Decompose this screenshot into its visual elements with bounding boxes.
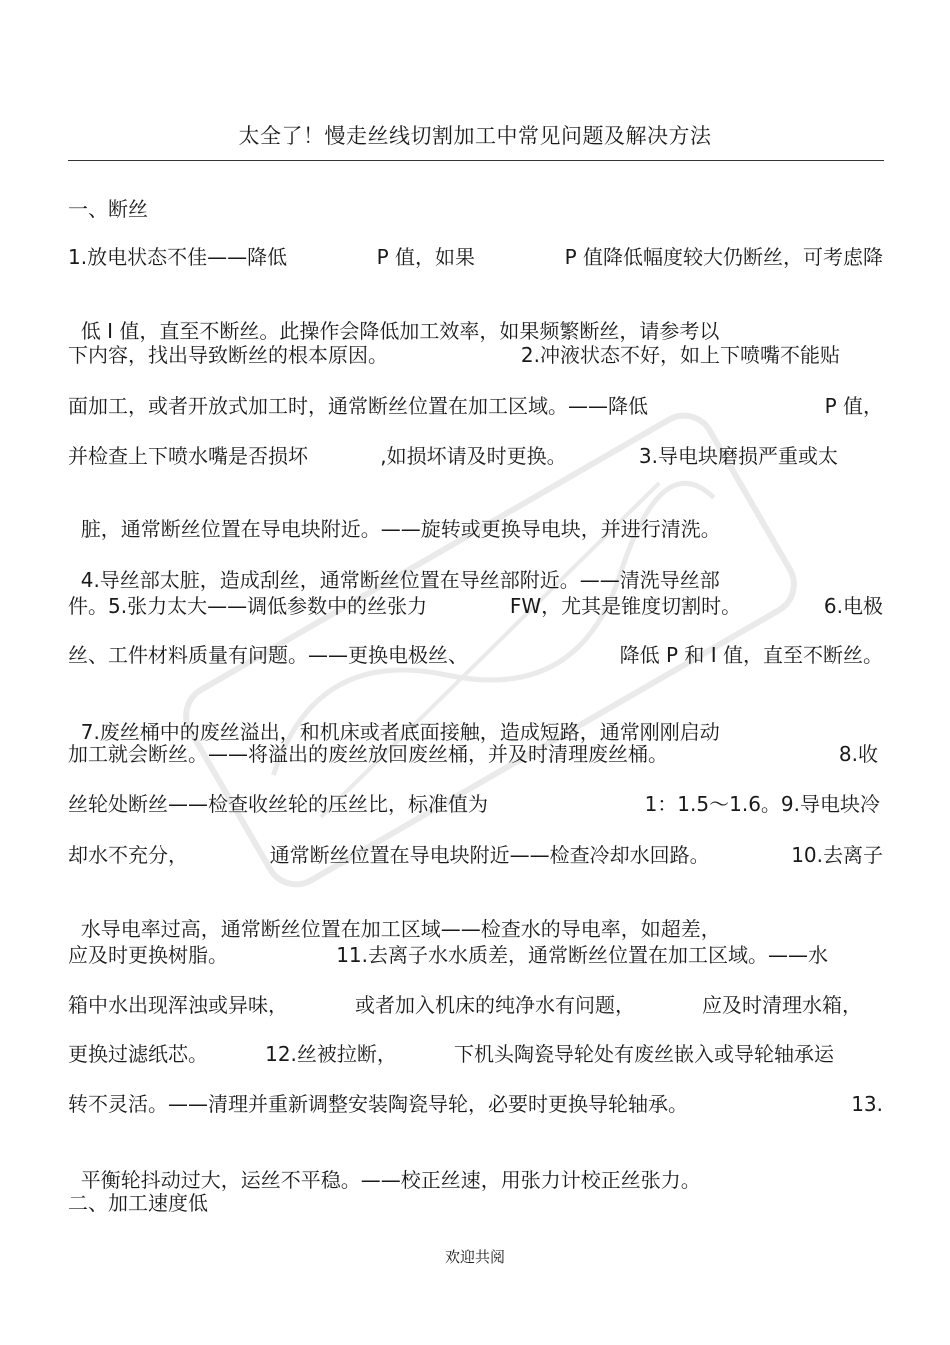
text-segment: 2.冲液状态不好，如上下喷嘴不能贴 [520,343,840,367]
body-line [68,842,883,868]
text-segment: FW，尤其是锥度切割时。 [509,594,742,618]
text-segment: 丝、工件材料质量有问题。——更换电极丝、 [68,643,468,667]
body-line [68,791,880,817]
text-segment: P 值降低幅度较大仍断丝，可考虑降 [564,245,883,269]
text-segment: P 值，如果 [376,245,476,269]
text-segment: 1.放电状态不佳——降低 [68,245,288,269]
text-segment: 应及时更换树脂。 [68,943,228,967]
section-heading-low-speed: 二、加工速度低 [68,1191,208,1215]
text-segment: 7.废丝桶中的废丝溢出，和机床或者底面接触，造成短路，通常刚刚启动 [80,720,720,744]
body-line [68,942,828,968]
text-segment: 下内容，找出导致断丝的根本原因。 [68,343,388,367]
body-line [68,490,721,542]
text-segment: 降低 P 和 I 值，直至不断丝。 [619,643,883,667]
text-segment: 箱中水出现浑浊或异味， [68,993,288,1017]
body-line [68,342,840,368]
page-title: 太全了！慢走丝线切割加工中常见问题及解决方法 [238,124,712,148]
body-line [68,642,883,668]
text-segment: 1：1.5～1.6。9.导电块冷 [644,792,880,816]
body-line [68,890,721,942]
text-segment: 12.丝被拉断， [265,1042,397,1066]
text-segment: 应及时清理水箱， [702,993,862,1017]
page-footer: 欢迎共阅 [444,1248,505,1266]
text-segment: 件。5.张力太大——调低参数中的丝张力 [68,594,428,618]
text-segment: 或者加入机床的纯净水有问题， [355,993,635,1017]
body-line [68,541,720,593]
text-segment: 水导电率过高，通常断丝位置在加工区域——检查水的导电率，如超差， [80,917,721,941]
text-segment: 脏，通常断丝位置在导电块附近。——旋转或更换导电块，并进行清洗。 [80,517,721,541]
body-line [68,741,878,767]
body-line [68,292,719,344]
body-line [68,393,883,419]
text-segment: 6.电极 [823,594,883,618]
body-line [68,992,862,1018]
text-segment: 丝轮处断丝——检查收丝轮的压丝比，标准值为 [68,792,488,816]
text-segment: P 值， [824,394,883,418]
text-segment: 并检查上下喷水嘴是否损坏 [68,444,308,468]
text-segment: 13. [851,1092,883,1116]
text-segment: 更换过滤纸芯。 [68,1042,208,1066]
text-segment: 却水不充分， [68,843,188,867]
body-line [68,1091,883,1117]
section-heading-wire-break: 一、断丝 [68,197,148,221]
text-segment: 低 I 值，直至不断丝。此操作会降低加工效率，如果频繁断丝，请参考以 [80,319,720,343]
text-segment: 加工就会断丝。——将溢出的废丝放回废丝桶，并及时清理废丝桶。 [68,742,668,766]
body-line [68,443,838,469]
title-divider [68,160,884,161]
text-segment: 平衡轮抖动过大，运丝不平稳。——校正丝速，用张力计校正丝张力。 [80,1168,701,1192]
text-segment: 3.导电块磨损严重或太 [638,444,838,468]
text-segment: 10.去离子 [791,843,883,867]
text-segment: 11.去离子水水质差，通常断丝位置在加工区域。——水 [336,943,828,967]
text-segment: 8.收 [838,742,878,766]
body-line [68,1041,834,1067]
text-segment: 下机头陶瓷导轮处有废丝嵌入或导轮轴承运 [454,1042,834,1066]
body-line [68,244,883,270]
body-line [68,693,720,745]
text-segment: ,如损坏请及时更换。 [380,444,567,468]
body-line [68,1141,701,1193]
text-segment: 转不灵活。——清理并重新调整安装陶瓷导轮，必要时更换导轮轴承。 [68,1092,688,1116]
text-segment: 面加工，或者开放式加工时，通常断丝位置在加工区域。——降低 [68,394,648,418]
body-line [68,593,883,619]
text-segment: 通常断丝位置在导电块附近——检查冷却水回路。 [269,843,710,867]
text-segment: 4.导丝部太脏，造成刮丝，通常断丝位置在导丝部附近。——清洗导丝部 [80,568,720,592]
